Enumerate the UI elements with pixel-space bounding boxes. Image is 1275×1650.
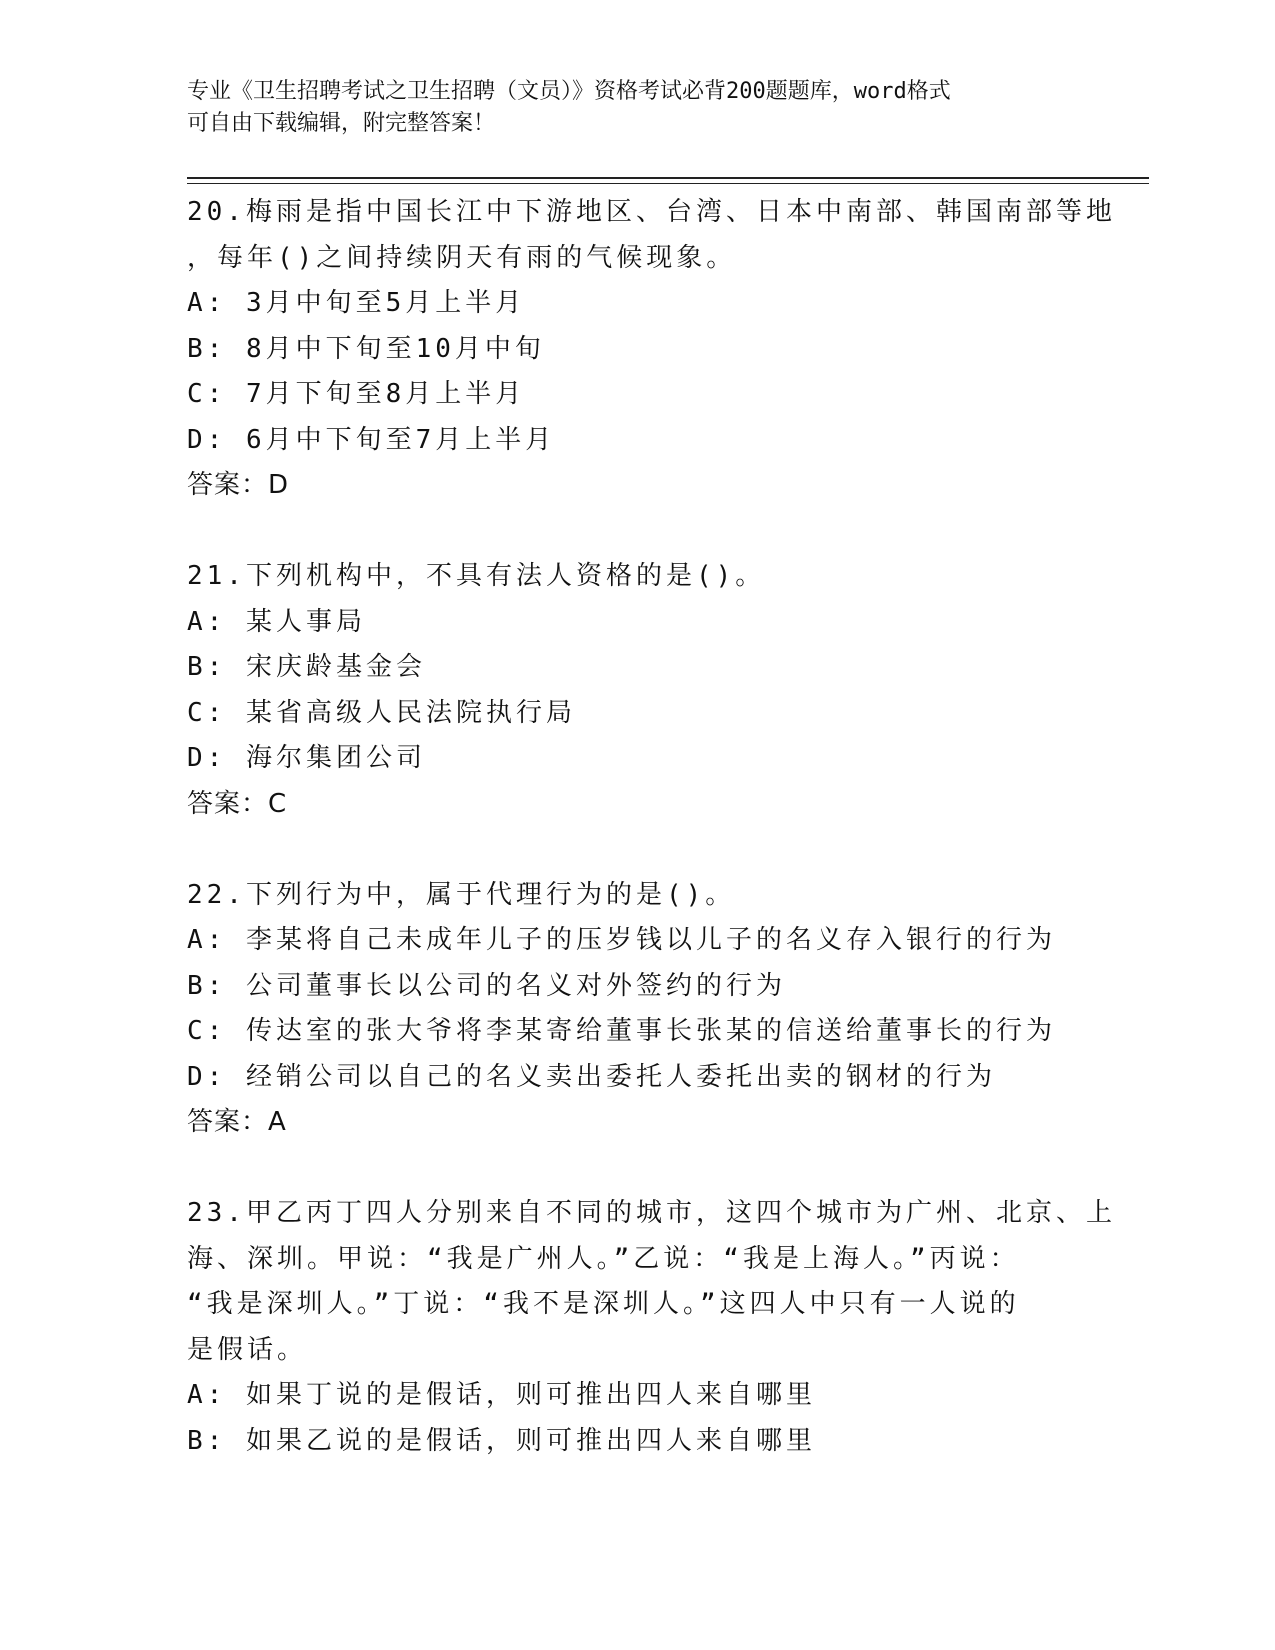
question-22 — [187, 873, 1117, 1146]
option-d: D: 经销公司以自己的名义卖出委托人委托出卖的钢材的行为 — [187, 1061, 996, 1092]
header-line-2: 可自由下载编辑，附完整答案！ — [187, 111, 496, 136]
option-c: C: 某省高级人民法院执行局 — [187, 697, 576, 728]
answer-line: 答案：D — [187, 470, 290, 500]
question-stem: 海、深圳。甲说：“我是广州人。”乙说：“我是上海人。”丙说： — [187, 1243, 1020, 1274]
document-header — [187, 76, 1087, 140]
option-b: B: 公司董事长以公司的名义对外签约的行为 — [187, 970, 786, 1001]
spacer — [187, 827, 1117, 873]
option-c: C: 7月下旬至8月上半月 — [187, 379, 526, 409]
answer-line: 答案：C — [187, 788, 288, 819]
spacer — [187, 509, 1117, 555]
question-list — [187, 190, 1117, 1464]
option-a: A: 某人事局 — [187, 606, 366, 637]
question-stem: 23.甲乙丙丁四人分别来自不同的城市，这四个城市为广州、北京、上 — [187, 1198, 1116, 1228]
option-c: C: 传达室的张大爷将李某寄给董事长张某的信送给董事长的行为 — [187, 1016, 1056, 1046]
option-d: D: 海尔集团公司 — [187, 743, 426, 773]
question-stem: “我是深圳人。”丁说：“我不是深圳人。”这四人中只有一人说的 — [187, 1289, 1020, 1319]
option-a: A: 3月中旬至5月上半月 — [187, 288, 526, 318]
answer-line: 答案：A — [187, 1107, 287, 1137]
spacer — [187, 1146, 1117, 1192]
header-line-1: 专业《卫生招聘考试之卫生招聘（文员）》资格考试必背200题题库，word格式 — [187, 79, 951, 104]
question-20 — [187, 190, 1117, 509]
header-divider-thick — [187, 177, 1149, 179]
option-a: A: 李某将自己未成年儿子的压岁钱以儿子的名义存入银行的行为 — [187, 925, 1056, 955]
header-divider-thin — [187, 183, 1149, 184]
option-b: B: 如果乙说的是假话，则可推出四人来自哪里 — [187, 1425, 816, 1456]
option-d: D: 6月中下旬至7月上半月 — [187, 424, 556, 455]
option-b: B: 宋庆龄基金会 — [187, 652, 426, 682]
question-stem: 22.下列行为中，属于代理行为的是()。 — [187, 879, 736, 910]
option-b: B: 8月中下旬至10月中旬 — [187, 333, 545, 364]
question-23 — [187, 1191, 1117, 1464]
question-stem: 20.梅雨是指中国长江中下游地区、台湾、日本中南部、韩国南部等地 — [187, 197, 1116, 227]
question-stem: 是假话。 — [187, 1334, 308, 1365]
question-stem: 21.下列机构中，不具有法人资格的是()。 — [187, 561, 766, 591]
question-stem: ，每年()之间持续阴天有雨的气候现象。 — [187, 242, 737, 273]
option-a: A: 如果丁说的是假话，则可推出四人来自哪里 — [187, 1380, 816, 1410]
question-21 — [187, 554, 1117, 827]
